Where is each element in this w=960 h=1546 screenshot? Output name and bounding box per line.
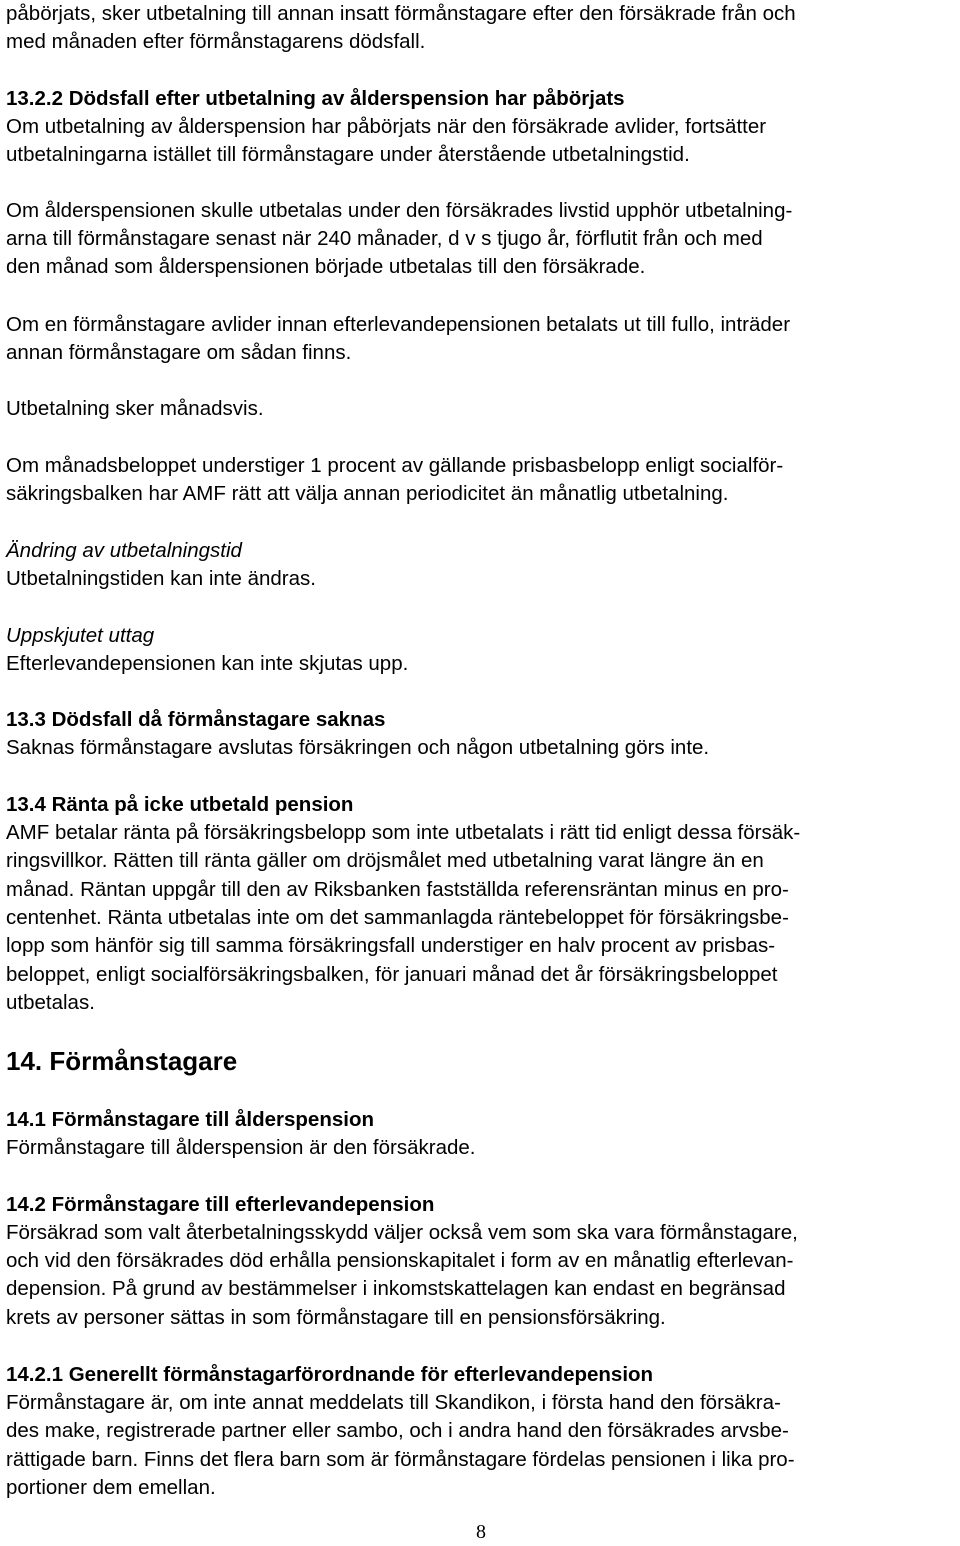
text-line: krets av personer sättas in som förmånstagare till en pensionsförsäkring. xyxy=(6,1306,666,1329)
section-heading: 13.3 Dödsfall då förmånstagare saknas xyxy=(6,708,386,731)
text-line: Försäkrad som valt återbetalningsskydd väljer också vem som ska vara förmånstagare, xyxy=(6,1221,798,1244)
text-line: Utbetalning sker månadsvis. xyxy=(6,397,264,420)
text-line: AMF betalar ränta på försäkringsbelopp som inte utbetalats i rätt tid enligt dessa försäk- xyxy=(6,821,801,844)
text-line: ringsvillkor. Rätten till ränta gäller om dröjsmålet med utbetalning varat längre än en xyxy=(6,849,764,872)
text-line: lopp som hänför sig till samma försäkringsfall understiger en halv procent av prisbas- xyxy=(6,934,776,957)
text-line: Om ålderspensionen skulle utbetalas under den försäkrades livstid upphör utbetalning- xyxy=(6,199,793,222)
section-heading: 13.4 Ränta på icke utbetald pension xyxy=(6,793,354,816)
page-number: 8 xyxy=(476,1521,486,1543)
section-heading: 13.2.2 Dödsfall efter utbetalning av ålderspension har påbörjats xyxy=(6,87,625,110)
text-line: Om utbetalning av ålderspension har påbörjats när den försäkrade avlider, fortsätter xyxy=(6,115,767,138)
text-line: annan förmånstagare om sådan finns. xyxy=(6,341,352,364)
text-line: rättigade barn. Finns det flera barn som är förmånstagare fördelas pensionen i lika pro- xyxy=(6,1448,795,1471)
text-line: Saknas förmånstagare avslutas försäkringen och någon utbetalning görs inte. xyxy=(6,736,710,759)
text-line: utbetalas. xyxy=(6,991,95,1014)
section-heading: 14.2.1 Generellt förmånstagarförordnande för efterlevandepension xyxy=(6,1363,654,1386)
text-line: påbörjats, sker utbetalning till annan insatt förmånstagare efter den försäkrade från och xyxy=(6,2,796,25)
text-line: arna till förmånstagare senast när 240 månader, d v s tjugo år, förflutit från och med xyxy=(6,227,763,250)
chapter-heading: 14. Förmånstagare xyxy=(6,1046,238,1076)
text-line: Förmånstagare är, om inte annat meddelats till Skandikon, i första hand den försäkra- xyxy=(6,1391,781,1414)
text-line: säkringsbalken har AMF rätt att välja annan periodicitet än månatlig utbetalning. xyxy=(6,482,729,505)
text-line: des make, registrerade partner eller sambo, och i andra hand den försäkrades arvsbe- xyxy=(6,1419,789,1442)
text-line: beloppet, enligt socialförsäkringsbalken, för januari månad det år försäkringsbeloppet xyxy=(6,963,778,986)
text-line: portioner dem emellan. xyxy=(6,1476,216,1499)
text-line: depension. På grund av bestämmelser i inkomstskattelagen kan endast en begränsad xyxy=(6,1277,786,1300)
text-line: med månaden efter förmånstagarens dödsfall. xyxy=(6,30,426,53)
text-line: Förmånstagare till ålderspension är den försäkrade. xyxy=(6,1136,476,1159)
text-line: månad. Räntan uppgår till den av Riksbanken fastställda referensräntan minus en pro- xyxy=(6,878,789,901)
text-line: utbetalningarna istället till förmånstagare under återstående utbetalningstid. xyxy=(6,143,690,166)
text-line: och vid den försäkrades död erhålla pensionskapitalet i form av en månatlig efterlevan- xyxy=(6,1249,794,1272)
text-line: Om en förmånstagare avlider innan efterlevandepensionen betalats ut till fullo, inträder xyxy=(6,313,791,336)
section-heading: 14.1 Förmånstagare till ålderspension xyxy=(6,1108,374,1131)
subheading: Ändring av utbetalningstid xyxy=(6,539,242,562)
subheading: Uppskjutet uttag xyxy=(6,624,155,647)
text-line: centenhet. Ränta utbetalas inte om det sammanlagda räntebeloppet för försäkringsbe- xyxy=(6,906,789,929)
text-line: Om månadsbeloppet understiger 1 procent av gällande prisbasbelopp enligt socialför- xyxy=(6,454,784,477)
section-heading: 14.2 Förmånstagare till efterlevandepension xyxy=(6,1193,435,1216)
text-line: Utbetalningstiden kan inte ändras. xyxy=(6,567,316,590)
text-line: Efterlevandepensionen kan inte skjutas upp. xyxy=(6,652,409,675)
text-line: den månad som ålderspensionen började utbetalas till den försäkrade. xyxy=(6,255,646,278)
